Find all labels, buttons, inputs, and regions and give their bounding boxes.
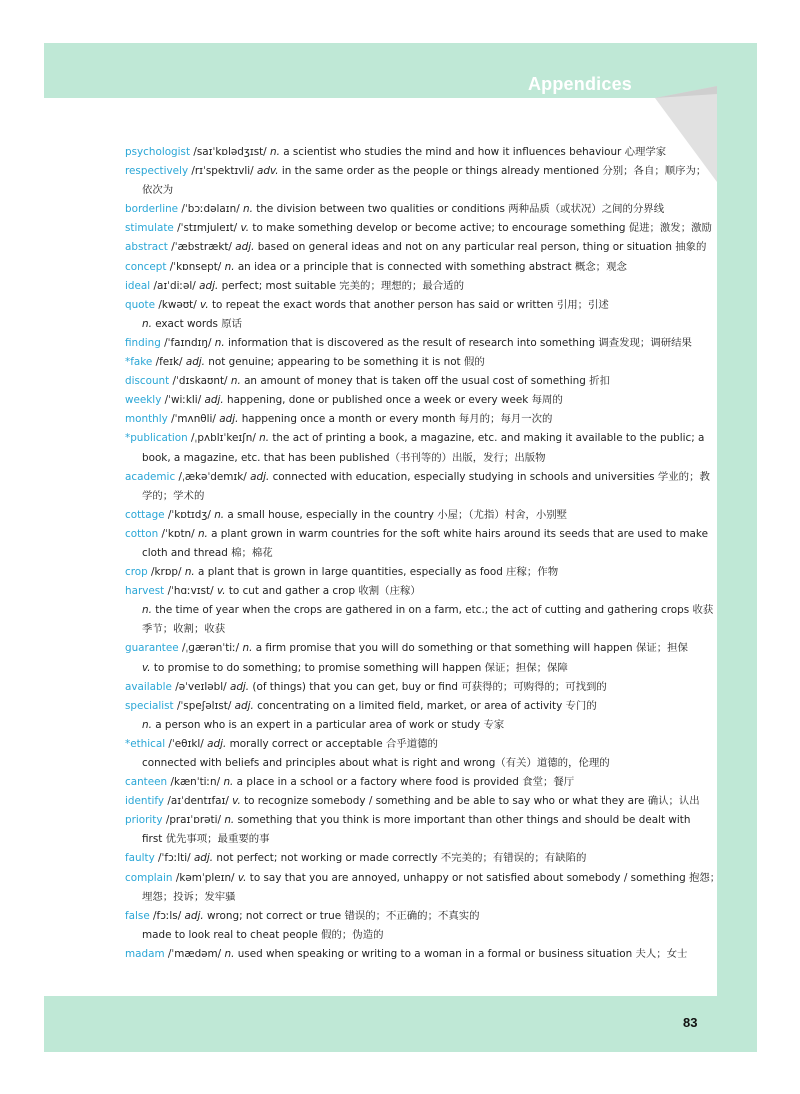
entry-line bbox=[125, 639, 690, 658]
definition: a firm promise that you will do something or that something will happen bbox=[255, 642, 633, 655]
chinese-gloss: 食堂；餐厅 bbox=[522, 776, 575, 789]
part-of-speech: n. bbox=[223, 776, 234, 789]
entry-line bbox=[125, 277, 690, 296]
entry-continuation: 学的；学术的 bbox=[142, 489, 205, 502]
entry-line bbox=[125, 238, 707, 257]
entry-line bbox=[125, 678, 690, 697]
phonetic: /ˈæbstrækt/ bbox=[171, 241, 232, 254]
part-of-speech: n. bbox=[242, 642, 253, 655]
phonetic: /ˈmædəm/ bbox=[167, 947, 222, 960]
phonetic: /kænˈtiːn/ bbox=[170, 776, 221, 789]
glossary-list bbox=[125, 143, 721, 964]
phonetic: /ˈfɔːlti/ bbox=[158, 852, 191, 865]
entry-continuation: 依次为 bbox=[142, 184, 174, 197]
chinese-gloss: 保证；担保 bbox=[635, 642, 688, 655]
phonetic: /ˈkɒnsept/ bbox=[169, 260, 222, 273]
chinese-gloss: 庄稼；作物 bbox=[506, 566, 559, 579]
glossary-entry bbox=[125, 945, 690, 964]
glossary-entry bbox=[125, 372, 690, 391]
phonetic: /kəmˈpleɪn/ bbox=[175, 871, 235, 884]
part-of-speech: n. bbox=[214, 508, 225, 521]
phonetic: /ˈdɪskaʊnt/ bbox=[172, 375, 228, 388]
chinese-gloss: 不完美的；有错误的；有缺陷的 bbox=[440, 852, 587, 865]
glossary-entry bbox=[125, 697, 690, 735]
definition: morally correct or acceptable bbox=[229, 737, 383, 750]
part-of-speech: adj. bbox=[219, 413, 239, 426]
part-of-speech: n. bbox=[214, 336, 225, 349]
glossary-entry bbox=[125, 678, 690, 697]
phonetic: /fɔːls/ bbox=[153, 909, 182, 922]
phonetic: /rɪˈspektɪvli/ bbox=[191, 165, 254, 178]
definition: not genuine; appearing to be something it is not bbox=[208, 356, 461, 369]
entry-line bbox=[125, 563, 690, 582]
entry-subsense bbox=[125, 754, 690, 773]
chinese-gloss: 概念；观念 bbox=[574, 260, 627, 273]
phonetic: /ˈstɪmjuleɪt/ bbox=[177, 222, 238, 235]
entry-line bbox=[125, 372, 690, 391]
part-of-speech: n. bbox=[142, 718, 152, 731]
definition: to repeat the exact words that another person has said or written bbox=[211, 298, 554, 311]
part-of-speech: n. bbox=[184, 566, 195, 579]
headword: harvest bbox=[125, 585, 165, 598]
glossary-entry bbox=[125, 277, 690, 296]
part-of-speech: v. bbox=[216, 585, 226, 598]
entry-line bbox=[125, 525, 708, 544]
glossary-entry bbox=[125, 773, 690, 792]
headword: cotton bbox=[125, 527, 159, 540]
definition: an idea or a principle that is connected with something abstract bbox=[237, 260, 572, 273]
side-band bbox=[717, 98, 757, 996]
entry-line bbox=[125, 506, 690, 525]
definition: made to look real to cheat people bbox=[142, 928, 318, 941]
headword: ideal bbox=[125, 279, 151, 292]
chinese-gloss: 保证；担保；保障 bbox=[484, 661, 568, 674]
phonetic: /saɪˈkɒlədʒɪst/ bbox=[193, 146, 267, 158]
headword: available bbox=[125, 680, 172, 693]
headword: identify bbox=[125, 795, 165, 808]
headword: discount bbox=[125, 375, 170, 388]
chinese-gloss: 假的 bbox=[463, 356, 485, 369]
chinese-gloss: 小屋；（尤指）村舍，小别墅 bbox=[437, 508, 568, 521]
chinese-gloss: 学业的；教 bbox=[657, 470, 710, 483]
chinese-gloss: 抱怨； bbox=[689, 871, 721, 884]
entry-line bbox=[125, 582, 690, 601]
definition: wrong; not correct or true bbox=[206, 909, 342, 922]
part-of-speech: adj. bbox=[234, 699, 254, 712]
part-of-speech: adj. bbox=[207, 737, 227, 750]
headword: madam bbox=[125, 947, 165, 960]
definition: a small house, especially in the country bbox=[227, 508, 434, 521]
entry-line bbox=[125, 391, 690, 410]
chinese-gloss: 折扣 bbox=[589, 375, 610, 388]
definition: connected with education, especially studying in schools and universities bbox=[272, 470, 655, 483]
definition: exact words bbox=[155, 317, 218, 330]
definition: a scientist who studies the mind and how it influences behaviour bbox=[283, 146, 622, 158]
chinese-gloss: 假的；伪造的 bbox=[321, 928, 384, 941]
definition: to cut and gather a crop bbox=[228, 585, 356, 598]
definition: to say that you are annoyed, unhappy or not satisfied about somebody / something bbox=[249, 871, 686, 884]
phonetic: /ˌɡærənˈtiː/ bbox=[181, 642, 240, 655]
entry-subsense bbox=[125, 601, 714, 620]
entry-line bbox=[125, 219, 712, 238]
footer-band bbox=[44, 996, 757, 1052]
entry-line bbox=[125, 258, 690, 277]
headword: complain bbox=[125, 871, 173, 884]
phonetic: /ˈhɑːvɪst/ bbox=[167, 585, 214, 598]
part-of-speech: v. bbox=[237, 871, 247, 884]
definition: something that you think is more important than other things and should be dealt with bbox=[237, 814, 691, 827]
entry-line bbox=[125, 849, 690, 868]
headword: psychologist bbox=[125, 146, 191, 158]
phonetic: /aɪˈdentɪfaɪ/ bbox=[167, 795, 229, 808]
glossary-entry bbox=[125, 200, 690, 219]
part-of-speech: n. bbox=[224, 947, 235, 960]
part-of-speech: adj. bbox=[185, 356, 205, 369]
phonetic: /ˌækəˈdemɪk/ bbox=[178, 470, 247, 483]
headword: priority bbox=[125, 814, 163, 827]
phonetic: /feɪk/ bbox=[155, 356, 183, 369]
definition: (of things) that you can get, buy or find bbox=[252, 680, 459, 693]
entry-line bbox=[125, 468, 710, 487]
headword: guarantee bbox=[125, 642, 179, 655]
glossary-entry bbox=[125, 506, 690, 525]
entry-continuation: 季节；收割；收获 bbox=[142, 623, 226, 636]
definition: a plant that is grown in large quantities, especially as food bbox=[198, 566, 503, 579]
entry-line bbox=[125, 811, 690, 830]
entry-line bbox=[125, 353, 690, 372]
glossary-entry bbox=[125, 907, 690, 945]
glossary-entry bbox=[125, 811, 690, 849]
entry-line bbox=[125, 200, 690, 219]
glossary-entry bbox=[125, 735, 690, 773]
phonetic: /aɪˈdiːəl/ bbox=[153, 279, 196, 292]
part-of-speech: n. bbox=[270, 146, 280, 158]
entry-line bbox=[125, 773, 690, 792]
headword: canteen bbox=[125, 776, 168, 789]
chinese-gloss: 专门的 bbox=[565, 699, 597, 712]
entry-line bbox=[125, 143, 690, 162]
entry-continuation: book, a magazine, etc. that has been published（书刊等的）出版，发行；出版物 bbox=[142, 451, 546, 464]
definition: a person who is an expert in a particular area of work or study bbox=[155, 718, 481, 731]
part-of-speech: adj. bbox=[204, 394, 224, 407]
chinese-gloss: 原话 bbox=[221, 317, 243, 330]
section-title: Appendices bbox=[527, 74, 632, 94]
definition: to promise to do something; to promise something will happen bbox=[153, 661, 482, 674]
chinese-gloss: 每月的；每月一次的 bbox=[458, 413, 553, 426]
part-of-speech: v. bbox=[240, 222, 250, 235]
entry-continuation: cloth and thread 棉；棉花 bbox=[142, 546, 273, 559]
glossary-entry bbox=[125, 219, 712, 238]
part-of-speech: n. bbox=[142, 604, 152, 617]
headword: faulty bbox=[125, 852, 155, 865]
headword: concept bbox=[125, 260, 167, 273]
part-of-speech: v. bbox=[232, 795, 241, 808]
part-of-speech: adj. bbox=[229, 680, 250, 693]
headword: borderline bbox=[125, 203, 179, 216]
phonetic: /ˈkɒtn/ bbox=[161, 527, 195, 540]
entry-line bbox=[125, 697, 690, 716]
glossary-entry bbox=[125, 429, 705, 467]
chinese-gloss: 抽象的 bbox=[675, 241, 707, 254]
glossary-entry bbox=[125, 353, 690, 372]
entry-line bbox=[125, 907, 690, 926]
glossary-entry bbox=[125, 143, 690, 162]
chinese-gloss: 分别；各自；顺序为； bbox=[602, 165, 707, 178]
definition: to make something develop or become active; to encourage something bbox=[252, 222, 626, 235]
part-of-speech: n. bbox=[224, 260, 235, 273]
glossary-entry bbox=[125, 525, 708, 563]
definition: an amount of money that is taken off the usual cost of something bbox=[244, 375, 586, 388]
definition: perfect; most suitable bbox=[221, 279, 336, 292]
entry-line bbox=[125, 429, 705, 448]
chinese-gloss: 夫人；女士 bbox=[635, 947, 688, 960]
glossary-entry bbox=[125, 238, 707, 257]
headword: stimulate bbox=[125, 222, 174, 235]
headword: monthly bbox=[125, 413, 168, 426]
part-of-speech: n. bbox=[197, 527, 208, 540]
headword: *publication bbox=[125, 432, 188, 445]
phonetic: /kwəʊt/ bbox=[158, 298, 197, 311]
glossary-entry bbox=[125, 296, 690, 334]
entry-line bbox=[125, 945, 690, 964]
headword: academic bbox=[125, 470, 176, 483]
glossary-entry bbox=[125, 563, 690, 582]
header-band bbox=[44, 43, 757, 98]
glossary-entry bbox=[125, 410, 690, 429]
glossary-entry bbox=[125, 391, 690, 410]
phonetic: /ˈkɒtɪdʒ/ bbox=[167, 508, 211, 521]
headword: false bbox=[125, 909, 150, 922]
part-of-speech: v. bbox=[200, 298, 209, 311]
entry-continuation: 埋怨；投诉；发牢骚 bbox=[142, 890, 236, 903]
definition: concentrating on a limited field, market, or area of activity bbox=[257, 699, 563, 712]
page-number: 83 bbox=[683, 1015, 698, 1030]
phonetic: /ˈmʌnθli/ bbox=[171, 413, 216, 426]
phonetic: /krɒp/ bbox=[151, 566, 182, 579]
glossary-entry bbox=[125, 258, 690, 277]
part-of-speech: adj. bbox=[250, 470, 270, 483]
glossary-entry bbox=[125, 162, 707, 200]
phonetic: /ˈfaɪndɪŋ/ bbox=[164, 336, 212, 349]
phonetic: /əˈveɪləbl/ bbox=[175, 680, 227, 693]
phonetic: /ˈeθɪkl/ bbox=[168, 737, 204, 750]
part-of-speech: adv. bbox=[257, 165, 279, 178]
phonetic: /ˌpʌblɪˈkeɪʃn/ bbox=[191, 432, 256, 445]
chinese-gloss: 促进；激发；激励 bbox=[628, 222, 712, 235]
chinese-gloss: 可获得的；可购得的；可找到的 bbox=[461, 680, 607, 693]
part-of-speech: adj. bbox=[184, 909, 204, 922]
headword: *fake bbox=[125, 356, 153, 369]
headword: respectively bbox=[125, 165, 189, 178]
chinese-gloss: 收割（庄稼） bbox=[358, 585, 421, 598]
chinese-gloss: 专家 bbox=[483, 718, 505, 731]
chinese-gloss: 完美的；理想的；最合适的 bbox=[339, 279, 464, 292]
definition: the time of year when the crops are gathered in on a farm, etc.; the act of cutting and gathering crops bbox=[155, 604, 690, 617]
glossary-entry bbox=[125, 849, 690, 868]
part-of-speech: n. bbox=[230, 375, 241, 388]
definition: the act of printing a book, a magazine, etc. and making it available to the public; a bbox=[272, 432, 705, 445]
entry-line bbox=[125, 334, 690, 353]
entry-continuation: first 优先事项；最重要的事 bbox=[142, 833, 270, 846]
definition: connected with beliefs and principles about what is right and wrong（有关）道德的，伦理的 bbox=[142, 757, 610, 769]
part-of-speech: n. bbox=[259, 432, 270, 445]
phonetic: /praɪˈɒrəti/ bbox=[165, 814, 221, 827]
headword: cottage bbox=[125, 508, 165, 521]
chinese-gloss: 两种品质（或状况）之间的分界线 bbox=[508, 203, 665, 216]
entry-subsense bbox=[125, 315, 690, 334]
part-of-speech: adj. bbox=[199, 279, 219, 292]
definition: information that is discovered as the result of research into something bbox=[228, 336, 596, 349]
phonetic: /ˈwiːkli/ bbox=[164, 394, 202, 407]
entry-subsense bbox=[125, 716, 690, 735]
chinese-gloss: 心理学家 bbox=[624, 146, 667, 158]
headword: specialist bbox=[125, 699, 174, 712]
glossary-entry bbox=[125, 468, 710, 506]
chinese-gloss: 错误的；不正确的；不真实的 bbox=[344, 909, 480, 922]
chinese-gloss: 引用；引述 bbox=[556, 298, 609, 311]
part-of-speech: adj. bbox=[235, 241, 255, 254]
part-of-speech: n. bbox=[142, 317, 152, 330]
headword: quote bbox=[125, 298, 156, 311]
glossary-entry bbox=[125, 582, 714, 639]
definition: happening once a month or every month bbox=[241, 413, 456, 426]
glossary-entry bbox=[125, 792, 700, 811]
part-of-speech: adj. bbox=[193, 852, 214, 865]
definition: happening, done or published once a week or every week bbox=[226, 394, 529, 407]
entry-subsense bbox=[125, 659, 690, 678]
entry-subsense bbox=[125, 926, 690, 945]
part-of-speech: n. bbox=[243, 203, 253, 216]
chinese-gloss: 确认；认出 bbox=[647, 795, 700, 808]
glossary-entry bbox=[125, 869, 721, 907]
entry-line bbox=[125, 162, 707, 181]
entry-line bbox=[125, 792, 700, 811]
part-of-speech: v. bbox=[142, 661, 151, 674]
chinese-gloss: 收获 bbox=[692, 604, 714, 617]
glossary-entry bbox=[125, 334, 690, 353]
part-of-speech: n. bbox=[224, 814, 235, 827]
headword: crop bbox=[125, 566, 148, 579]
glossary-entry bbox=[125, 639, 690, 677]
definition: based on general ideas and not on any particular real person, thing or situation bbox=[257, 241, 672, 254]
headword: finding bbox=[125, 336, 161, 349]
definition: used when speaking or writing to a woman in a formal or business situation bbox=[237, 947, 633, 960]
chinese-gloss: 合乎道德的 bbox=[385, 737, 438, 750]
chinese-gloss: 调查发现；调研结果 bbox=[598, 336, 692, 349]
definition: in the same order as the people or things already mentioned bbox=[281, 165, 600, 178]
definition: a place in a school or a factory where food is provided bbox=[236, 776, 519, 789]
phonetic: /ˈspeʃəlɪst/ bbox=[176, 699, 232, 712]
entry-line bbox=[125, 735, 690, 754]
entry-line bbox=[125, 296, 690, 315]
entry-line bbox=[125, 410, 690, 429]
definition: the division between two qualities or conditions bbox=[256, 203, 505, 216]
definition: a plant grown in warm countries for the soft white hairs around its seeds that are used to make bbox=[211, 527, 708, 540]
phonetic: /ˈbɔːdəlaɪn/ bbox=[181, 203, 240, 216]
entry-line bbox=[125, 869, 721, 888]
headword: abstract bbox=[125, 241, 168, 254]
definition: to recognize somebody / something and be able to say who or what they are bbox=[244, 795, 645, 808]
definition: not perfect; not working or made correctly bbox=[216, 852, 438, 865]
headword: *ethical bbox=[125, 737, 166, 750]
chinese-gloss: 每周的 bbox=[531, 394, 563, 407]
headword: weekly bbox=[125, 394, 162, 407]
